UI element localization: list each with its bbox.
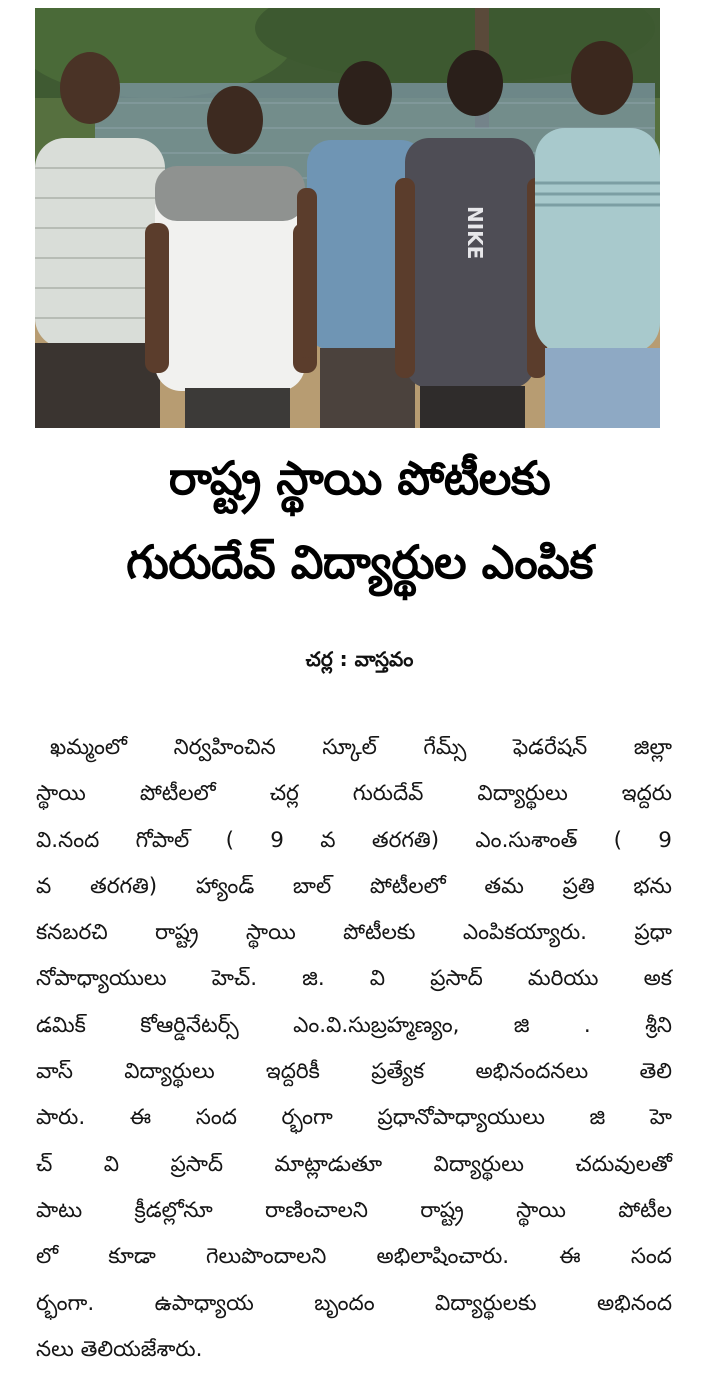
body-line: నలు తెలియజేశారు. (36, 1336, 203, 1362)
body-line: వి.నంద గోపాల్ ( 9 వ తరగతి) ఎం.సుశాంత్ ( 9 (36, 827, 672, 853)
body-line: స్థాయి పోటీలలో చర్ల గురుదేవ్ విద్యార్థులు ఇద్దరు (36, 781, 672, 807)
dateline: చర్ల : వాస్తవం (305, 647, 414, 671)
body-line: ఖమ్మంలో నిర్వహించిన స్కూల్ గేమ్స్ ఫెడరేషన్ జిల్లా (50, 735, 672, 760)
body-line: చ్ వి ప్రసాద్ మాట్లాడుతూ విద్యార్థులు చదువులతో (36, 1151, 672, 1177)
article-photo (35, 8, 660, 428)
shirt-logo-text: NIKE (463, 206, 487, 260)
body-line: పాటు క్రీడల్లోనూ రాణించాలని రాష్ట్ర స్థాయి పోటీల (36, 1197, 672, 1223)
body-line: నోపాధ్యాయులు హెచ్. జి. వి ప్రసాద్ మరియు అక (36, 966, 672, 992)
body-line: వాస్ విద్యార్థులు ఇద్దరికీ ప్రత్యేక అభినందనలు తెలి (36, 1059, 672, 1085)
body-line: లో కూడా గెలుపొందాలని అభిలాషించారు. ఈ సంద (36, 1244, 672, 1270)
body-line: పారు. ఈ సంద ర్భంగా ప్రధానోపాధ్యాయులు జి హె (36, 1105, 672, 1131)
body-line: వ తరగతి) హ్యాండ్ బాల్ పోటీలలో తమ ప్రతి భను (36, 873, 672, 899)
body-line: ర్భంగా. ఉపాధ్యాయ బృందం విద్యార్థులకు అభినంద (36, 1290, 672, 1316)
headline-line-2: గురుదేవ్ విద్యార్థుల ఎంపిక (126, 535, 593, 589)
headline-line-1: రాష్ట్ర స్థాయి పోటీలకు (168, 451, 551, 505)
article-body (36, 725, 672, 1373)
body-line: డమిక్ కోఆర్డినేటర్స్ ఎం.వి.సుబ్రహ్మణ్యం, జి . శ్రీని (36, 1012, 672, 1038)
body-line: కనబరచి రాష్ట్ర స్థాయి పోటీలకు ఎంపికయ్యారు. ప్రధా (36, 920, 672, 946)
